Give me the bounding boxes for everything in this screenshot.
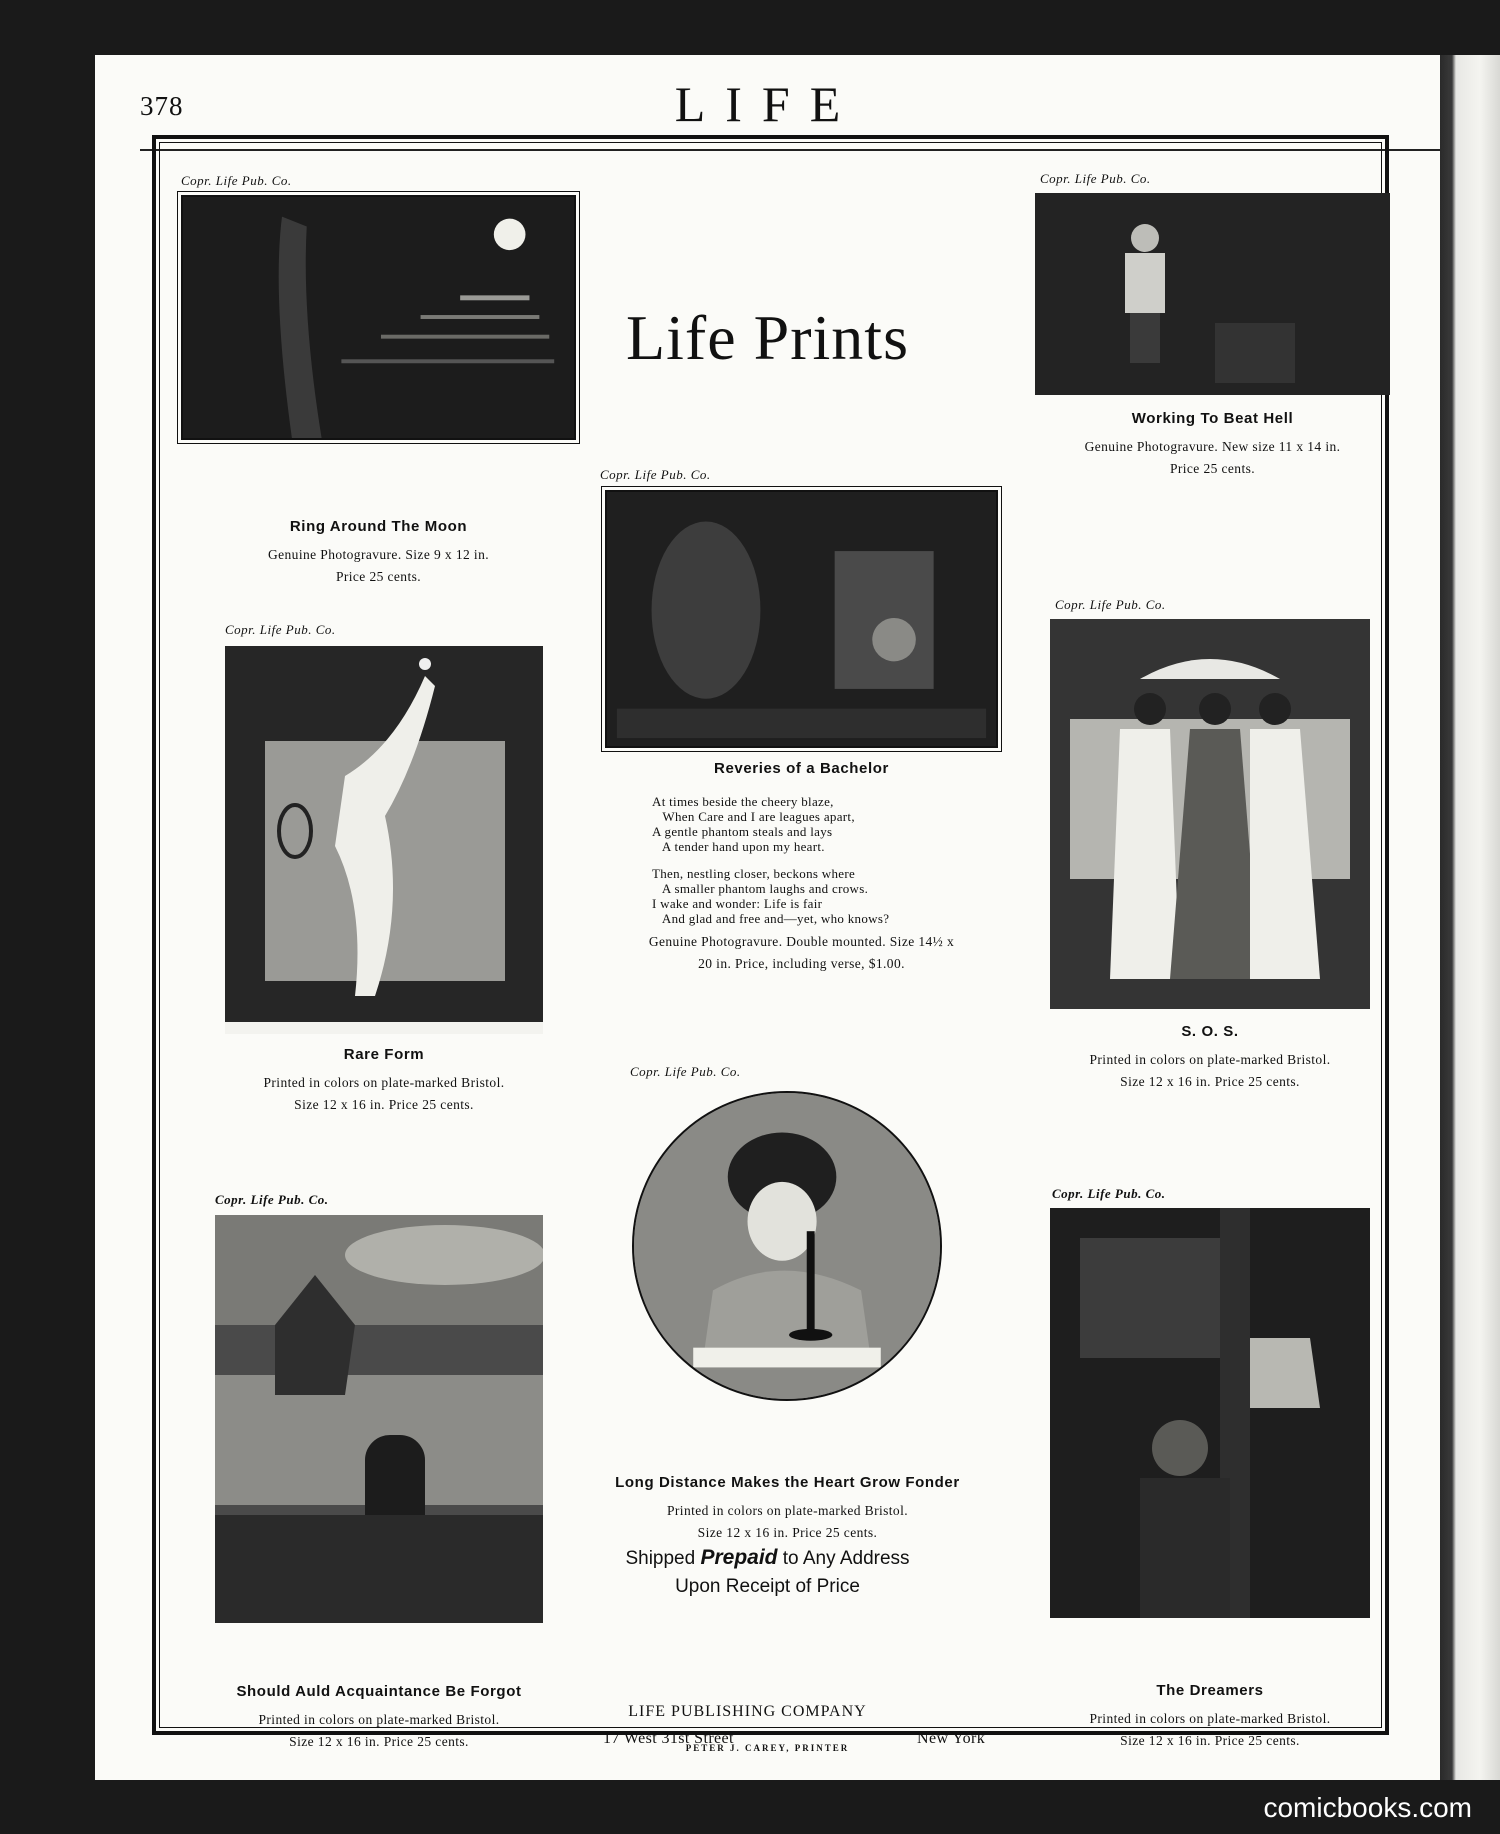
print-title: Rare Form	[343, 1046, 425, 1063]
print-image-reveries-of-a-bachelor	[605, 490, 998, 748]
print-image-long-distance	[632, 1091, 942, 1401]
print-detail: Price 25 cents.	[335, 569, 422, 585]
print-caption-rare-form	[195, 1043, 573, 1116]
print-verse-stanza: At times beside the cheery blaze, When Care and I are leagues apart, A gentle phantom steals and lays A tender hand upon my heart.	[652, 794, 855, 854]
print-detail: Size 12 x 16 in. Price 25 cents.	[1120, 1074, 1300, 1090]
print-title: Should Auld Acquaintance Be Forgot	[236, 1683, 522, 1700]
print-detail: Size 12 x 16 in. Price 25 cents.	[1120, 1733, 1300, 1749]
print-detail: Size 12 x 16 in. Price 25 cents.	[289, 1734, 469, 1750]
shipping-line-2: Upon Receipt of Price	[675, 1576, 860, 1598]
print-caption-long-distance	[585, 1471, 990, 1544]
print-copyright: Copr. Life Pub. Co.	[630, 1064, 741, 1079]
printer-credit: PETER J. CAREY, PRINTER	[685, 1743, 850, 1753]
print-image-working-to-beat-hell	[1035, 193, 1390, 395]
print-detail: Printed in colors on plate-marked Bristol.	[1089, 1051, 1331, 1067]
print-title-reveries-of-a-bachelor	[595, 757, 1008, 786]
print-copyright: Copr. Life Pub. Co.	[1052, 1186, 1166, 1201]
magazine-page	[95, 55, 1440, 1780]
print-copyright: Copr. Life Pub. Co.	[1040, 171, 1151, 186]
print-detail: Printed in colors on plate-marked Bristol.	[666, 1502, 908, 1518]
page-number: 378	[140, 91, 184, 121]
print-copyright: Copr. Life Pub. Co.	[600, 467, 711, 482]
print-caption-sos	[1020, 1020, 1400, 1093]
print-copyright: Copr. Life Pub. Co.	[1055, 597, 1166, 612]
print-image-ring-around-the-moon	[181, 195, 576, 440]
print-title: Long Distance Makes the Heart Grow Fonder	[615, 1474, 960, 1491]
print-image-rare-form	[225, 646, 543, 1034]
print-title: Reveries of a Bachelor	[714, 760, 889, 777]
print-copyright: Copr. Life Pub. Co.	[181, 173, 292, 188]
print-detail: Size 12 x 16 in. Price 25 cents.	[697, 1525, 878, 1541]
print-verse-stanza: Then, nestling closer, beckons where A smaller phantom laughs and crows. I wake and wonder: Life is fair And glad and free and—yet, who knows?	[652, 866, 890, 926]
print-detail: Size 12 x 16 in. Price 25 cents.	[294, 1097, 474, 1113]
publisher-city: New York	[917, 1730, 986, 1747]
adjacent-page-edge	[1440, 55, 1500, 1780]
print-caption-ring-around-the-moon	[181, 515, 576, 588]
print-copyright: Copr. Life Pub. Co.	[225, 622, 336, 637]
print-detail: Printed in colors on plate-marked Bristol.	[258, 1711, 500, 1727]
ad-headline: Life Prints	[626, 302, 909, 373]
print-title: S. O. S.	[1181, 1023, 1239, 1040]
print-title: Ring Around The Moon	[289, 518, 468, 535]
print-detail: Genuine Photogravure. Size 9 x 12 in.	[267, 546, 489, 562]
shipping-line-1-end: to Any Address	[777, 1548, 910, 1569]
masthead: LIFE	[674, 76, 861, 132]
print-detail: Price 25 cents.	[1169, 461, 1256, 477]
print-detail: Printed in colors on plate-marked Bristol.	[1089, 1710, 1331, 1726]
print-detail: Genuine Photogravure. New size 11 x 14 in.	[1084, 438, 1341, 454]
print-detail: Genuine Photogravure. Double mounted. Size 14½ x	[648, 934, 955, 949]
print-title: The Dreamers	[1156, 1682, 1264, 1699]
print-caption-reveries-of-a-bachelor	[595, 931, 1008, 976]
print-detail: 20 in. Price, including verse, $1.00.	[698, 956, 905, 972]
publisher-street: 17 West 31st Street	[603, 1730, 734, 1747]
site-watermark: comicbooks.com	[1263, 1792, 1472, 1823]
print-caption-working-to-beat-hell	[1025, 407, 1400, 480]
print-detail: Printed in colors on plate-marked Bristol.	[263, 1074, 505, 1090]
shipping-note	[95, 1543, 1440, 1601]
shipping-prepaid: Prepaid	[700, 1546, 778, 1569]
shipping-line-1-start: Shipped	[625, 1548, 701, 1569]
print-image-sos	[1050, 619, 1370, 1009]
publisher-name: LIFE PUBLISHING COMPANY	[628, 1703, 867, 1720]
print-title: Working To Beat Hell	[1131, 410, 1294, 427]
print-copyright: Copr. Life Pub. Co.	[215, 1192, 329, 1207]
